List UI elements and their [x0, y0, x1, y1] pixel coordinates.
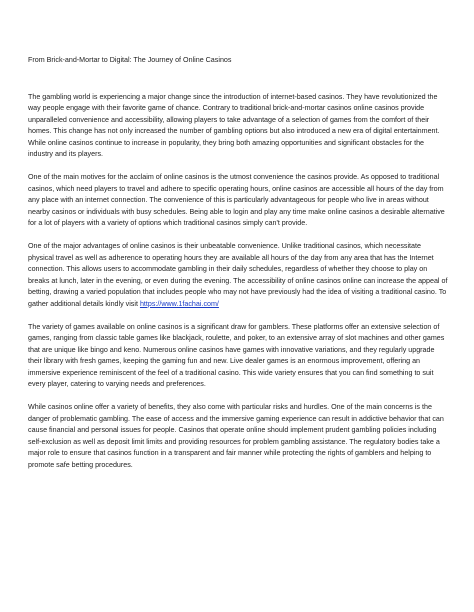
paragraph-3-text: One of the major advantages of online casinos is their unbeatable convenience. Unlike traditional casinos, which necessitate physical travel as well as adherence to operating hours they are available all hours of the day from any area that has the Internet connection. This allows users to accommodate gambling in their daily schedules, regardless of whether they choose to play on breaks at lunch, later in the evening, or even during the evening. The accessibility of online casinos online can increase the appeal of betting, drawing a varied population that includes people who may not have previously had the idea of visiting a traditional casino. To gather additional details kindly visit [28, 242, 448, 308]
paragraph-2-text: One of the main motives for the acclaim of online casinos is the utmost convenience the casinos provide. As opposed to traditional casinos, which need players to travel and adhere to specific operating hours, online casinos are accessible all hours of the day from any place with an internet connection. The convenience of this is particularly advantageous for people who live in areas without nearby casinos or individuals with busy schedules. Being able to login and play any time make online casinos a desirable alternative for a lot of players with a variety of options which traditional casinos simply can't provide. [28, 173, 445, 227]
paragraph-2 [28, 172, 448, 230]
casino-link[interactable]: https://www.1fachai.com/ [139, 299, 219, 308]
paragraph-1-text: The gambling world is experiencing a major change since the introduction of internet-based casinos. They have revolutionized the way people engage with their favorite game of chance. Contrary to traditional brick-and-mortar casinos online casinos provide unparalleled convenience and accessibility, allowing players to take advantage of a selection of games from the comfort of their homes. This change has not only increased the number of gambling options but also introduced a new era of digital entertainment. While online casinos continue to increase in popularity, they bring both amazing opportunities and significant obstacles for the industry and its players. [28, 92, 440, 158]
paragraph-5-text: While casinos online offer a variety of benefits, they also come with particular risks and hurdles. One of the main concerns is the danger of problematic gambling. The ease of access and the immersive gaming experience can result in addictive behavior that can cause financial and personal issues for people. Casinos that operate online should implement prudent gambling policies including self-exclusion as well as deposit limit limits and providing resources for problem gambling assistance. The regulatory bodies take a major role to ensure that casinos function in a transparent and fair manner while protecting the rights of gamblers and helping to promote safe betting procedures. [28, 403, 444, 469]
paragraph-3 [28, 241, 448, 310]
paragraph-5 [28, 402, 448, 471]
paragraph-4-text: The variety of games available on online casinos is a significant draw for gamblers. These platforms offer an extensive selection of games, ranging from classic table games like blackjack, roulette, and poker, to an extensive array of slot machines and other games that are unique like bingo and keno. Numerous online casinos have games with innovative variations, and they regularly upgrade their library with fresh games, keeping the gaming fun and new. Live dealer games is an enormous improvement, offering an immersive experience reminiscent of the feel of a traditional casino. This wide variety ensures that you can find something to suit every player, catering to varying needs and preferences. [28, 322, 445, 388]
paragraph-1 [28, 92, 448, 161]
paragraph-4 [28, 322, 448, 391]
document-content [28, 55, 448, 483]
document-title: From Brick-and-Mortar to Digital: The Journey of Online Casinos [28, 56, 232, 64]
